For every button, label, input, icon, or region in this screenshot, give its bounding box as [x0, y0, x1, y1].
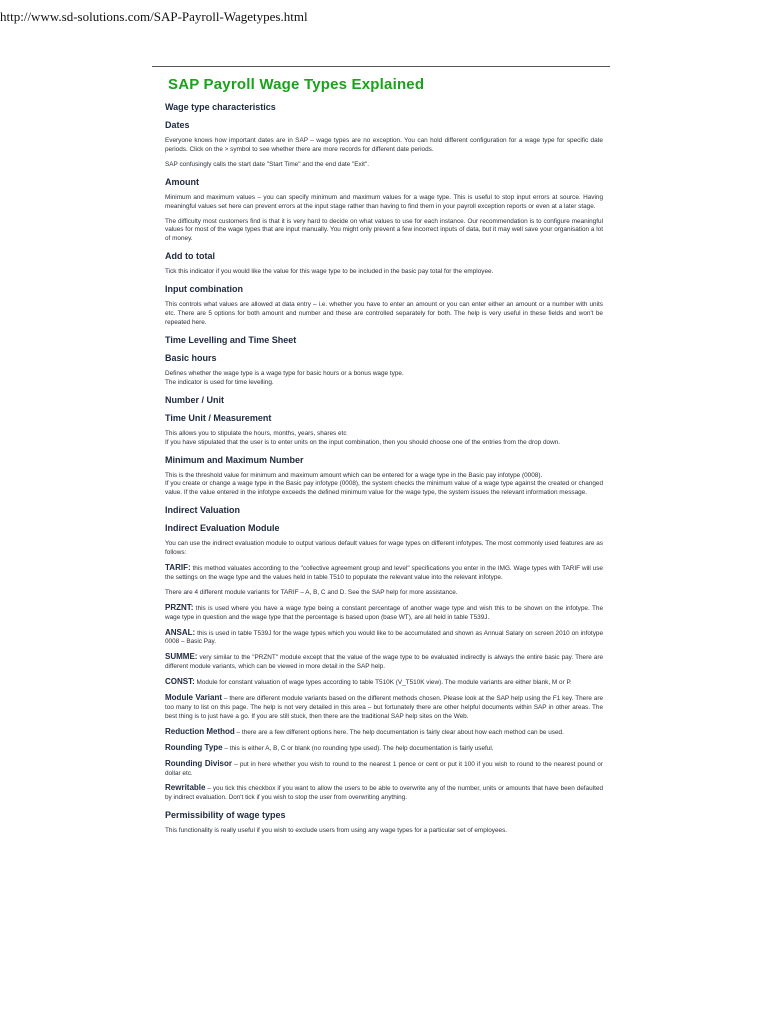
heading-time-unit: Time Unit / Measurement: [165, 412, 272, 423]
minmax-line-2: If you create or change a wage type in the Basic pay infotype (0008), the system checks the minimum value of a wage type against the created or changed value. If the value entered in the infotype exceeds the defined minimum value for the wage type, the system issues the relevant information message.: [165, 480, 603, 497]
basic-hours-line-2: The indicator is used for time levelling.: [165, 378, 274, 386]
prznt-paragraph: [165, 604, 603, 623]
summe-label: SUMME:: [165, 652, 198, 662]
input-combination-paragraph: This controls what values are allowed at data entry – i.e. whether you have to enter an amount or you can enter either an amount or a number with units etc. There are 5 options for both amount and number and these are controlled separately for both. The help is very useful in these fields and won't be repeated here.: [165, 301, 603, 326]
minmax-paragraph: [165, 472, 603, 499]
time-unit-line-2: If you have stipulated that the user is to enter units on the input combination, then you should choose one of the entries from the drop down.: [165, 438, 561, 446]
ansal-paragraph: [165, 629, 603, 648]
tarif-label: TARIF:: [165, 563, 191, 573]
heading-amount: Amount: [165, 176, 199, 187]
prznt-label: PRZNT:: [165, 602, 194, 612]
tarif-variants-paragraph: There are 4 different module variants for TARIF – A, B, C and D. See the SAP help for more assistance.: [165, 588, 458, 596]
minmax-line-1: This is the threshold value for minimum and maximum amount which can be entered for a wage type in the Basic pay infotype (0008).: [165, 471, 543, 479]
ansal-text: this is used in table T539J for the wage types which you would like to be accumulated and shown as Annual Salary on screen 2010 on infotype 0008 – Basic Pay.: [165, 629, 603, 646]
dates-paragraph-2: SAP confusingly calls the start date "Start Time" and the end date "Exit".: [165, 160, 369, 168]
const-text: Module for constant valuation of wage types according to table T510K (V_T510K view). The module variants are either blank, M or P.: [194, 679, 572, 687]
add-to-total-paragraph: Tick this indicator if you would like the value for this wage type to be included in the basic pay total for the employee.: [165, 268, 494, 276]
heading-time-levelling: Time Levelling and Time Sheet: [165, 334, 297, 345]
const-label: CONST:: [165, 677, 195, 687]
rounding-divisor-paragraph: [165, 760, 603, 779]
heading-basic-hours: Basic hours: [165, 352, 217, 363]
rounding-divisor-text: – put in here whether you wish to round to the nearest 1 pence or cent or put it 100 if you wish to round to the nearest pound or dollar etc.: [165, 760, 603, 777]
heading-add-to-total: Add to total: [165, 251, 215, 262]
header-divider: [152, 66, 610, 67]
module-variant-label: Module Variant: [165, 693, 223, 703]
heading-wage-type-characteristics: Wage type characteristics: [165, 102, 276, 112]
module-variant-text: – there are different module variants based on the different methods chosen. Please look at the SAP help using the F1 key. There are too many to list on this page. The help is not very detailed in this area – but fortunately there are other helpful documents within SAP in other areas. The best thing is to just have a go. If you are still stuck, then there are the traditional SAP help sites on the Web.: [165, 695, 604, 720]
permissibility-paragraph: This functionality is really useful if you wish to exclude users from using any wage types for a particular set of employees.: [165, 827, 508, 835]
heading-dates: Dates: [165, 120, 190, 130]
rewritable-paragraph: [165, 784, 603, 803]
summe-paragraph: [165, 653, 603, 672]
reduction-method-label: Reduction Method: [165, 726, 235, 736]
summe-text: very similar to the "PRZNT" module except that the value of the wage type to be evaluated indirectly is always the entire basic pay. There are different module variants, which can be viewed in more detail in the SAP help.: [165, 654, 603, 671]
rewritable-text: – you tick this checkbox if you want to allow the users to be able to overwrite any of the number, units or amounts that have been defaulted by indirect evaluation. Don't tick if you wish to stop the user from overwriting anything.: [165, 785, 603, 802]
time-unit-line-1: This allows you to stipulate the hours, months, years, shares etc: [165, 429, 347, 437]
heading-permissibility: Permissibility of wage types: [165, 810, 286, 821]
dates-paragraph-1: Everyone knows how important dates are in SAP – wage types are no exception. You can hold different configuration for a wage type for specific date periods. Click on the > symbol to see whether there are more records for different date periods.: [165, 137, 603, 153]
rounding-type-label: Rounding Type: [165, 742, 223, 752]
heading-number-unit: Number / Unit: [165, 394, 225, 405]
page-url: http://www.sd-solutions.com/SAP-Payroll-Wagetypes.html: [0, 9, 308, 24]
rounding-divisor-label: Rounding Divisor: [165, 758, 233, 768]
time-unit-paragraph: [165, 430, 603, 448]
page-title: SAP Payroll Wage Types Explained: [168, 76, 425, 93]
basic-hours-line-1: Defines whether the wage type is a wage type for basic hours or a bonus wage type.: [165, 369, 404, 377]
rewritable-label: Rewritable: [165, 783, 206, 793]
tarif-paragraph: [165, 564, 603, 583]
heading-input-combination: Input combination: [165, 284, 243, 295]
basic-hours-paragraph: [165, 370, 603, 388]
indirect-module-paragraph: You can use the indirect evaluation module to output various default values for wage types on different infotypes. The most commonly used features are as follows:: [165, 540, 603, 557]
rounding-type-text: – this is either A, B, C or blank (no rounding type used). The help documentation is fairly useful.: [222, 744, 494, 752]
const-paragraph: [165, 678, 603, 688]
tarif-text: this method valuates according to the "collective agreement group and level" specifications you enter in the IMG. Wage types with TARIF will use the settings on the wage type and the values held in table T510 to populate the relevant value into the relevant infotype.: [165, 565, 603, 581]
reduction-method-paragraph: [165, 728, 603, 738]
prznt-text: this is used where you have a wage type being a constant percentage of another wage type and wish this to be shown on the infotype. The wage type in question and the wage type that the percentage is based upon (base WT), are all held in table T539J.: [165, 604, 603, 621]
reduction-method-text: – there are a few different options here. The help documentation is fairly clear about how each method can be used.: [234, 728, 564, 736]
heading-minmax-number: Minimum and Maximum Number: [165, 454, 304, 465]
amount-paragraph-2: The difficulty most customers find is that it is very hard to decide on what values to use for each instance. Our recommendation is to configure meaningful values for most of the wage types that are input manually. You might only prevent a few incorrect inputs of data, but it may well save your organisation a lot of money.: [165, 217, 603, 243]
amount-paragraph-1: Minimum and maximum values – you can specify minimum and maximum values for a wage type. This is useful to stop input errors at source. Having meaningful values set here can prevent errors at the input stage rather than having to find them in your payroll exception reports or even at a later stage.: [165, 193, 603, 210]
article-body: [165, 101, 603, 842]
heading-indirect-valuation: Indirect Valuation: [165, 505, 241, 516]
heading-indirect-module: Indirect Evaluation Module: [165, 523, 280, 534]
ansal-label: ANSAL:: [165, 627, 196, 637]
rounding-type-paragraph: [165, 744, 603, 754]
module-variant-paragraph: [165, 694, 603, 722]
